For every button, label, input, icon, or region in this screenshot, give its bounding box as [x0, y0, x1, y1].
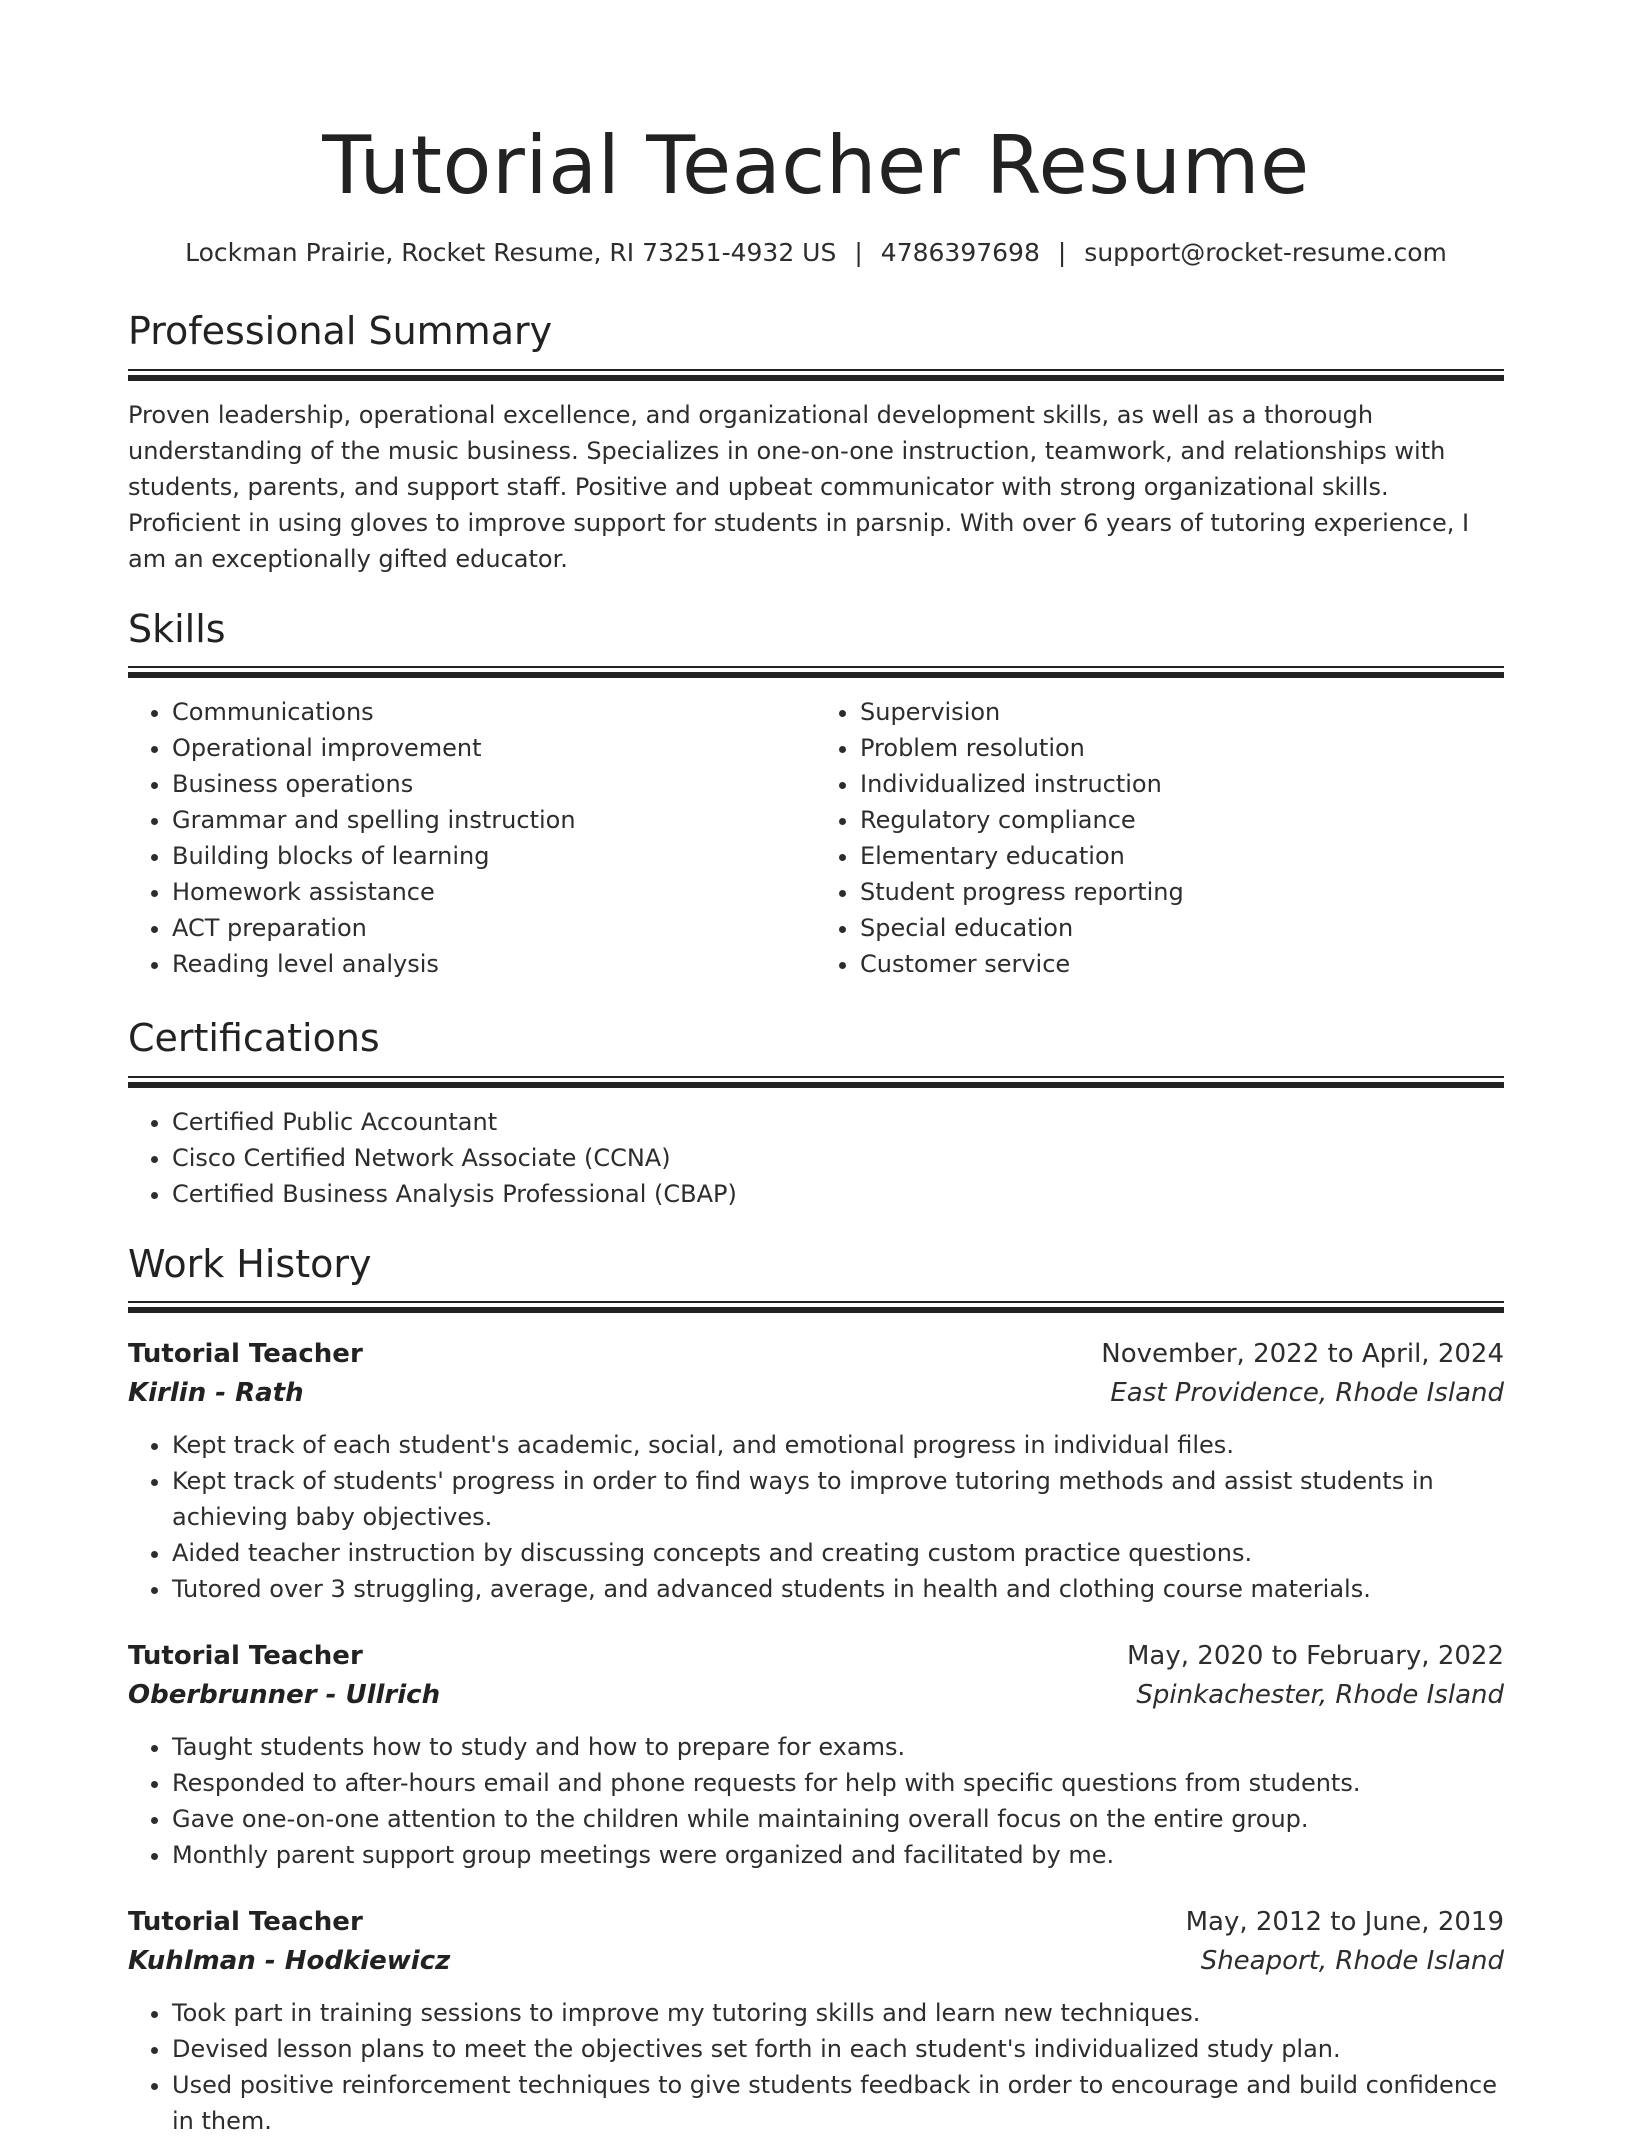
skills-list-left [128, 694, 816, 982]
certification-item: • Certified Public Accountant [172, 1104, 1504, 1140]
summary-heading: Professional Summary [128, 309, 553, 353]
job-bullet: • Kept track of each student's academic, social, and emotional progress in individual files. [172, 1427, 1504, 1463]
skill-item: • Elementary education [860, 838, 1504, 874]
skills-list-right [816, 694, 1504, 982]
skill-item: • Customer service [860, 946, 1504, 982]
skill-item: • Homework assistance [172, 874, 816, 910]
skill-item: • Special education [860, 910, 1504, 946]
section-divider [128, 1076, 1504, 1088]
skill-item: • Communications [172, 694, 816, 730]
section-divider [128, 1301, 1504, 1313]
job-company: Oberbrunner - Ullrich [128, 1680, 441, 1711]
job-bullet: • Kept track of students' progress in order to find ways to improve tutoring methods and assist students in achieving baby objectives. [172, 1463, 1504, 1535]
skill-item: • Operational improvement [172, 730, 816, 766]
certifications-section [128, 1016, 1504, 1212]
job-bullet: • Responded to after-hours email and phone requests for help with specific questions from students. [172, 1765, 1504, 1801]
job-entry [128, 1903, 1504, 2139]
job-company-row [128, 1374, 1504, 1413]
job-dates: May, 2020 to February, 2022 [1127, 1641, 1504, 1672]
job-bullet-list [128, 1995, 1504, 2139]
work-heading: Work History [128, 1241, 372, 1286]
contact-address: Lockman Prairie, Rocket Resume, RI 73251-4932 US [185, 238, 837, 267]
section-divider [128, 666, 1504, 678]
skills-column-left [128, 694, 816, 982]
job-header-row [128, 1335, 1504, 1374]
contact-separator: | [854, 238, 863, 267]
contact-email: support@rocket-resume.com [1084, 238, 1447, 267]
job-entry [128, 1335, 1504, 1607]
job-bullet-list [128, 1729, 1504, 1873]
job-company: Kirlin - Rath [128, 1378, 304, 1409]
job-bullet-list [128, 1427, 1504, 1607]
job-entry [128, 1637, 1504, 1873]
job-bullet: • Aided teacher instruction by discussing concepts and creating custom practice questions. [172, 1535, 1504, 1571]
skill-item: • Building blocks of learning [172, 838, 816, 874]
certifications-list [128, 1104, 1504, 1212]
skills-heading: Skills [128, 606, 226, 651]
job-bullet: • Took part in training sessions to improve my tutoring skills and learn new techniques. [172, 1995, 1504, 2031]
job-bullet: • Monthly parent support group meetings were organized and facilitated by me. [172, 1837, 1504, 1873]
skill-item: • Student progress reporting [860, 874, 1504, 910]
contact-line [128, 238, 1504, 267]
contact-separator: | [1057, 238, 1067, 267]
skill-item: • Individualized instruction [860, 766, 1504, 802]
jobs-list [128, 1335, 1504, 2139]
job-bullet: • Devised lesson plans to meet the objectives set forth in each student's individualized study plan. [172, 2031, 1504, 2067]
work-section [128, 1242, 1504, 2139]
skill-item: • Problem resolution [860, 730, 1504, 766]
skill-item: • Supervision [860, 694, 1504, 730]
job-location: East Providence, Rhode Island [1110, 1378, 1504, 1409]
contact-phone: 4786397698 [880, 238, 1040, 267]
job-company-row [128, 1676, 1504, 1715]
job-company-row [128, 1942, 1504, 1981]
job-title: Tutorial Teacher [128, 1907, 363, 1938]
summary-section [128, 309, 1504, 577]
job-bullet: • Taught students how to study and how to prepare for exams. [172, 1729, 1504, 1765]
skills-column-right [816, 694, 1504, 982]
job-title: Tutorial Teacher [128, 1641, 363, 1672]
job-bullet: • Gave one-on-one attention to the children while maintaining overall focus on the entire group. [172, 1801, 1504, 1837]
skills-section [128, 607, 1504, 983]
job-dates: May, 2012 to June, 2019 [1185, 1907, 1504, 1938]
job-bullet: • Used positive reinforcement techniques to give students feedback in order to encourage and build confidence in them. [172, 2067, 1504, 2139]
job-company: Kuhlman - Hodkiewicz [128, 1946, 451, 1977]
certifications-heading: Certifications [128, 1016, 380, 1061]
skill-item: • ACT preparation [172, 910, 816, 946]
job-location: Sheaport, Rhode Island [1200, 1946, 1504, 1977]
skill-item: • Reading level analysis [172, 946, 816, 982]
skill-item: • Regulatory compliance [860, 802, 1504, 838]
job-header-row [128, 1637, 1504, 1676]
skills-grid [128, 694, 1504, 982]
job-bullet: • Tutored over 3 struggling, average, and advanced students in health and clothing course materials. [172, 1571, 1504, 1607]
job-title: Tutorial Teacher [128, 1339, 363, 1370]
skill-item: • Grammar and spelling instruction [172, 802, 816, 838]
job-location: Spinkachester, Rhode Island [1136, 1680, 1504, 1711]
certification-item: • Cisco Certified Network Associate (CCNA) [172, 1140, 1504, 1176]
job-header-row [128, 1903, 1504, 1942]
section-divider [128, 369, 1504, 381]
skill-item: • Business operations [172, 766, 816, 802]
certification-item: • Certified Business Analysis Professional (CBAP) [172, 1176, 1504, 1212]
job-dates: November, 2022 to April, 2024 [1101, 1339, 1504, 1370]
resume-title: Tutorial Teacher Resume [322, 119, 1310, 212]
summary-text: Proven leadership, operational excellence, and organizational development skills, as well as a thorough understanding of the music business. Specializes in one-on-one instruction, teamwork, and relationships with students, parents, and support staff. Positive and upbeat communicator with strong organizational skills. Proficient in using gloves to improve support for students in parsnip. With over 6 years of tutoring experience, I am an exceptionally gifted educator. [128, 400, 1470, 573]
